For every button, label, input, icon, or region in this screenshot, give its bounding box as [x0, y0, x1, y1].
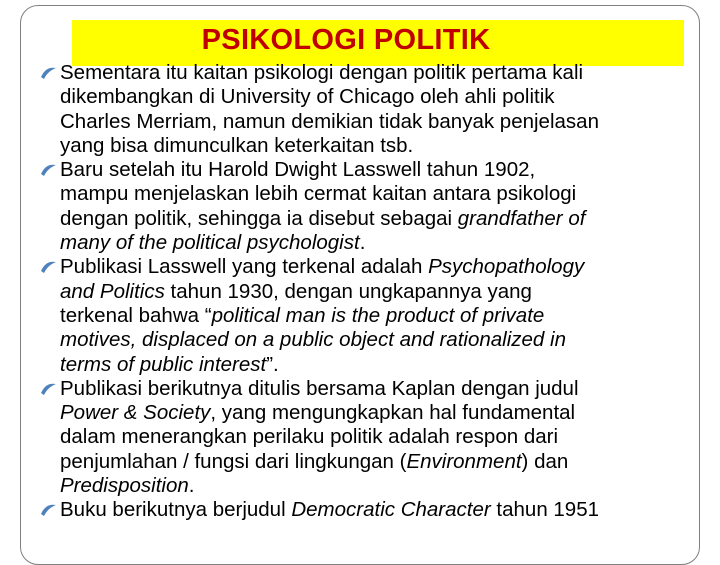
- bullet-line: [60, 401, 700, 425]
- italic-text: grandfather of: [457, 206, 586, 230]
- text-segment: terkenal bahwa “: [60, 303, 212, 327]
- bullet-line: [60, 207, 700, 231]
- text-segment: , yang mengungkapkan hal fundamental: [210, 401, 576, 425]
- swoosh-bullet-icon: [40, 66, 57, 80]
- text-segment: Buku berikutnya berjudul: [60, 498, 292, 522]
- italic-text: motives, displaced on a public object and rationalized in: [60, 328, 566, 352]
- slide-body: [40, 61, 700, 523]
- swoosh-bullet-icon: [40, 382, 57, 396]
- bullet-line: [60, 353, 700, 377]
- bullet-line: [60, 498, 700, 522]
- italic-text: Predisposition: [60, 474, 189, 498]
- text-segment: tahun 1930, dengan ungkapannya yang: [164, 279, 532, 303]
- text-segment: Publikasi Lasswell yang terkenal adalah: [60, 255, 429, 279]
- text-segment: dengan politik, sehingga ia disebut sebagai: [60, 206, 458, 230]
- text-segment: yang bisa dimunculkan keterkaitan tsb.: [60, 133, 414, 157]
- slide-title: PSIKOLOGI POLITIK: [201, 24, 491, 56]
- bullet-line: [60, 255, 700, 279]
- bullet-line: [60, 304, 700, 328]
- italic-text: Environment: [406, 449, 522, 473]
- bullet-line: [60, 328, 700, 352]
- text-segment: dalam menerangkan perilaku politik adalah respon dari: [60, 425, 558, 449]
- bullet-line: [60, 61, 700, 85]
- italic-text: Democratic Character: [291, 498, 491, 522]
- text-segment: Publikasi berikutnya ditulis bersama Kaplan dengan judul: [60, 376, 579, 400]
- bullet-item: [40, 158, 700, 255]
- text-segment: Baru setelah itu Harold Dwight Lasswell tahun 1902,: [60, 158, 536, 182]
- bullet-line: [60, 474, 700, 498]
- bullet-line: [60, 110, 700, 134]
- text-segment: .: [359, 231, 366, 255]
- italic-text: many of the political psychologist: [60, 231, 360, 255]
- swoosh-bullet-icon: [40, 163, 57, 177]
- italic-text: and Politics: [60, 279, 165, 303]
- text-segment: ) dan: [521, 449, 569, 473]
- swoosh-bullet-icon: [40, 503, 57, 517]
- bullet-item: [40, 377, 700, 498]
- text-segment: tahun 1951: [490, 498, 600, 522]
- bullet-item: [40, 255, 700, 376]
- bullet-line: [60, 280, 700, 304]
- bullet-line: [60, 158, 700, 182]
- bullet-item: [40, 498, 700, 522]
- text-segment: .: [188, 474, 195, 498]
- bullet-item: [40, 61, 700, 158]
- italic-text: Power & Society: [60, 401, 211, 425]
- text-segment: penjumlahan / fungsi dari lingkungan (: [60, 449, 407, 473]
- bullet-line: [60, 85, 700, 109]
- bullet-line: [60, 134, 700, 158]
- text-segment: ”.: [266, 352, 279, 376]
- bullet-line: [60, 231, 700, 255]
- text-segment: mampu menjelaskan lebih cermat kaitan antara psikologi: [60, 182, 577, 206]
- bullet-line: [60, 182, 700, 206]
- swoosh-bullet-icon: [40, 260, 57, 274]
- text-segment: dikembangkan di University of Chicago oleh ahli politik: [60, 85, 555, 109]
- text-segment: Charles Merriam, namun demikian tidak banyak penjelasan: [60, 109, 599, 133]
- italic-text: terms of public interest: [60, 352, 267, 376]
- italic-text: Psychopathology: [428, 255, 585, 279]
- bullet-line: [60, 450, 700, 474]
- bullet-line: [60, 425, 700, 449]
- italic-text: political man is the product of private: [211, 303, 545, 327]
- bullet-line: [60, 377, 700, 401]
- text-segment: Sementara itu kaitan psikologi dengan politik pertama kali: [60, 61, 584, 84]
